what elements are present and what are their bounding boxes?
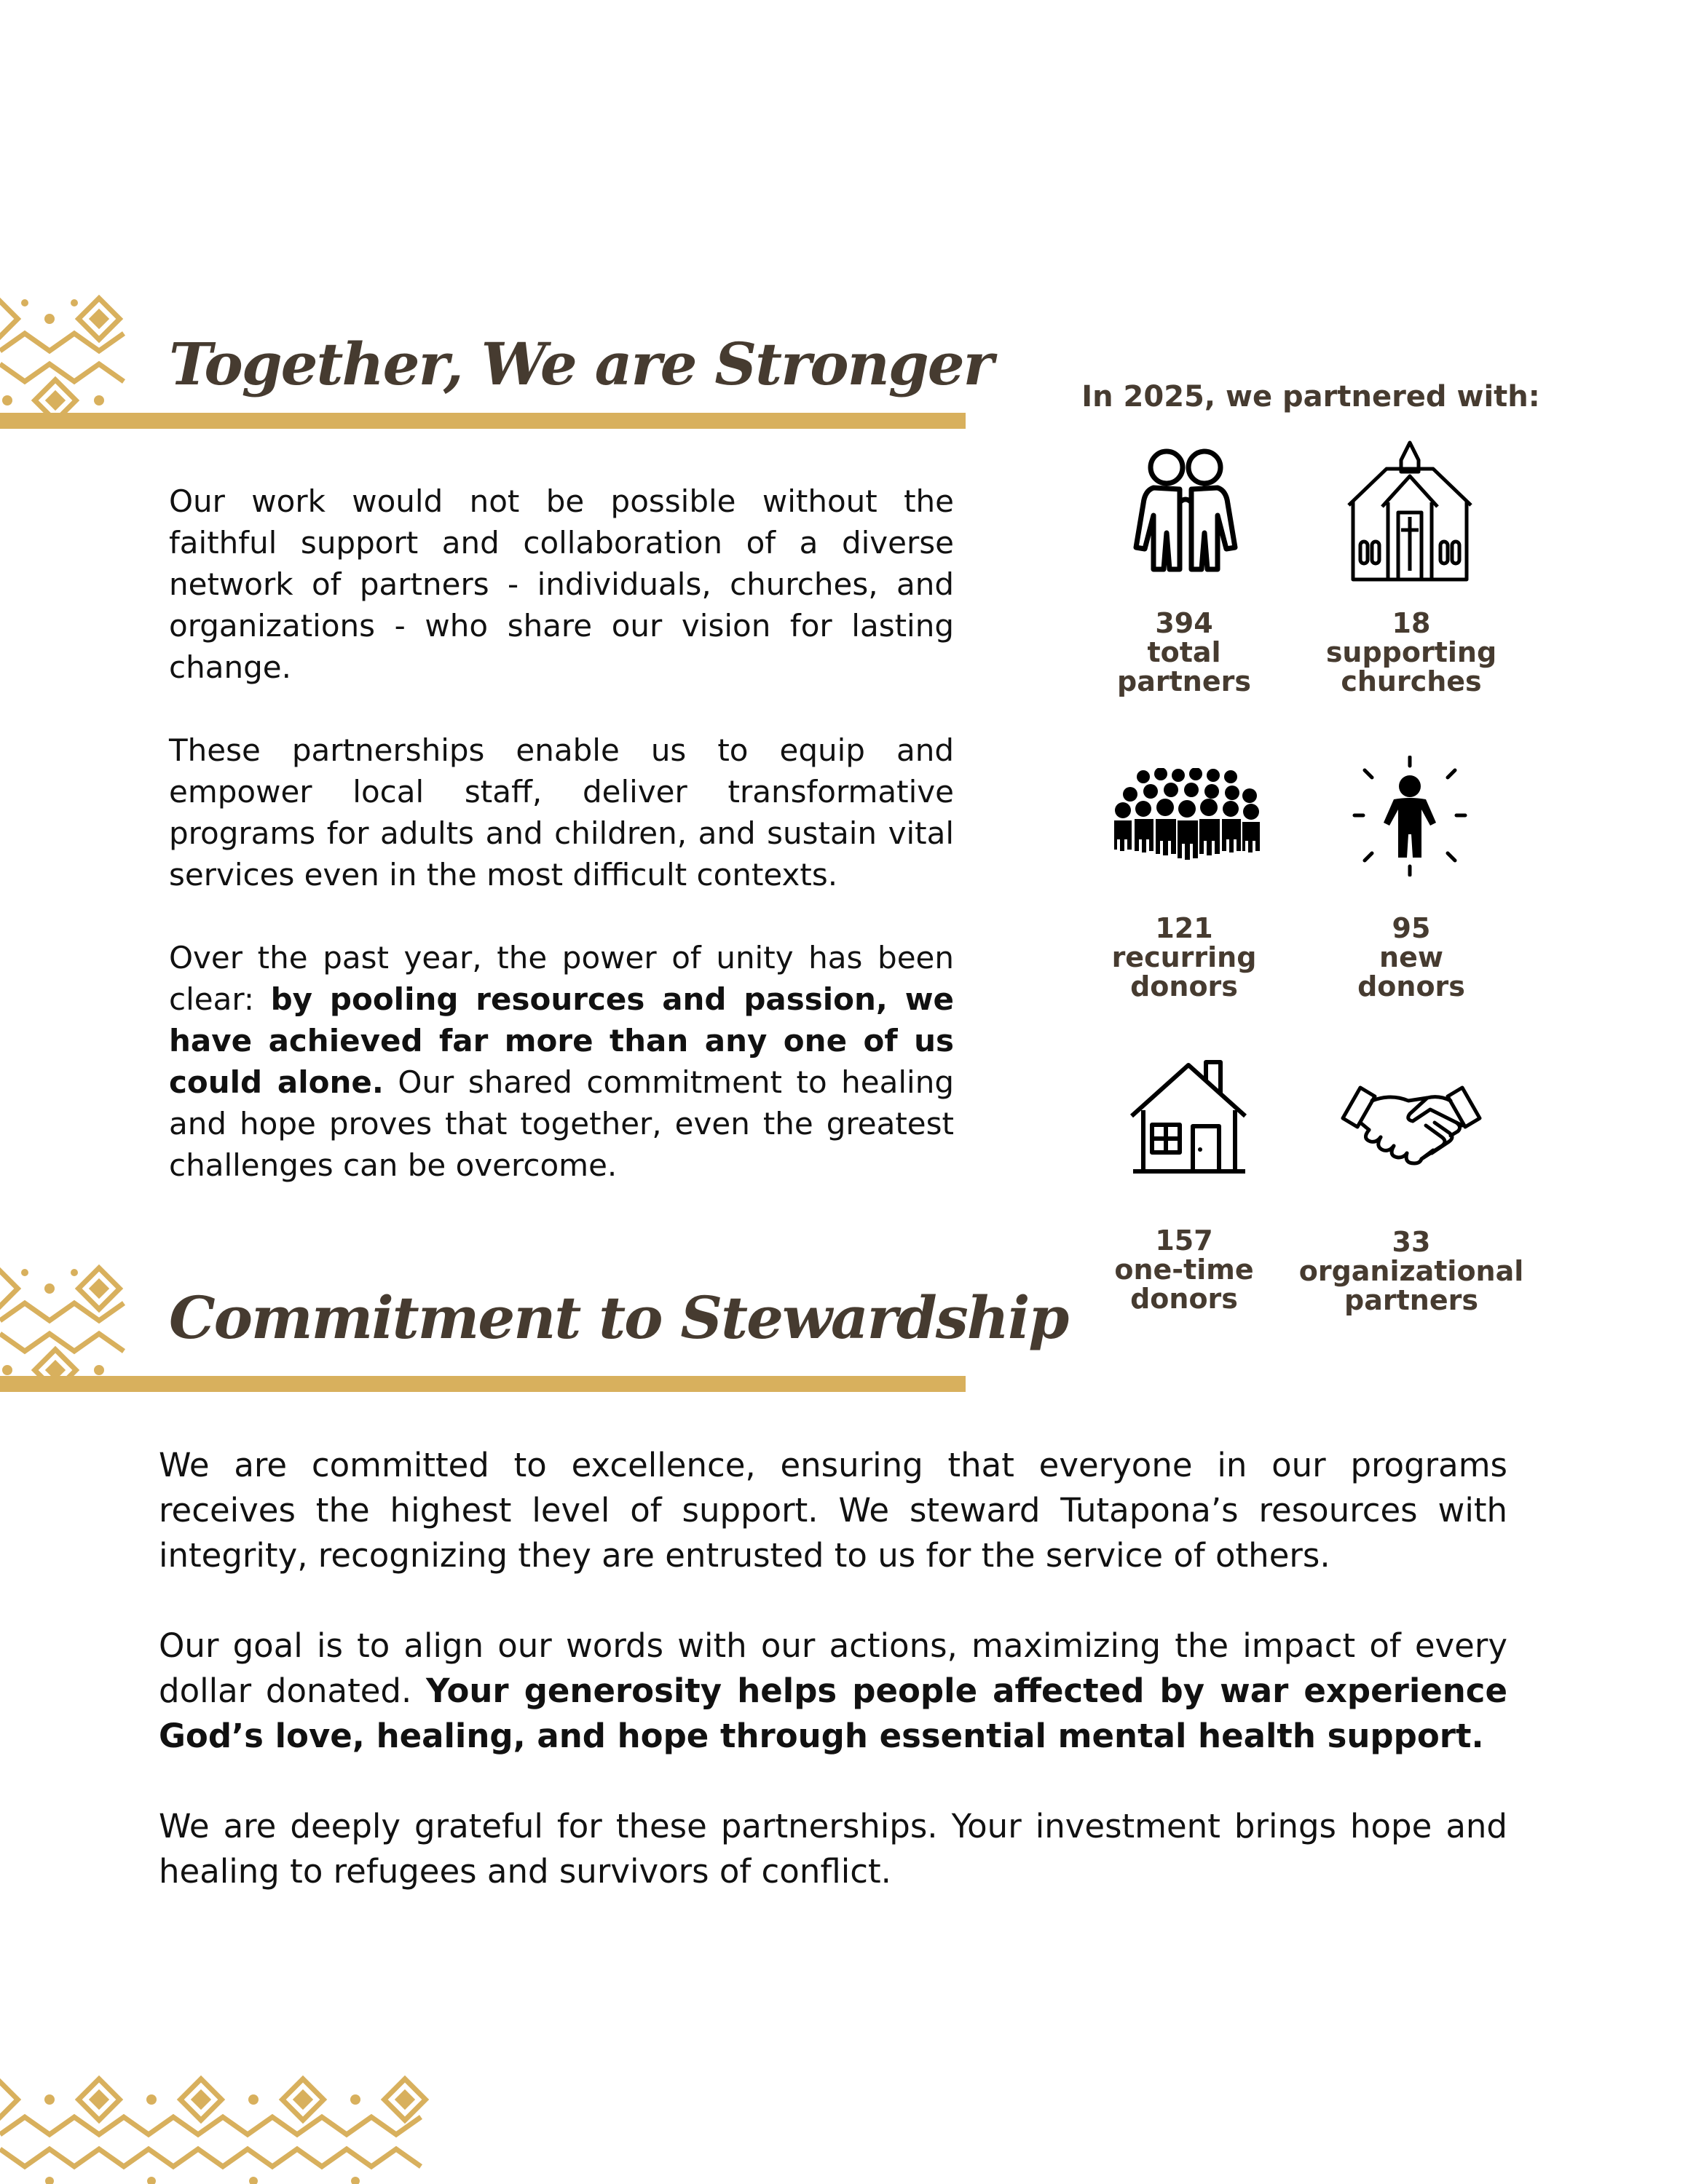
stat-label: new: [1379, 941, 1443, 973]
stat-label: partners: [1344, 1284, 1478, 1316]
stat-label: one-time: [1114, 1254, 1254, 1286]
person-shine-icon: [1352, 756, 1468, 877]
stat-label: donors: [1357, 970, 1465, 1002]
stat-number: 18: [1392, 607, 1431, 639]
stewardship-text: [159, 1443, 1507, 1939]
tribal-pattern-top: [0, 291, 131, 419]
stat-label: donors: [1130, 1283, 1238, 1315]
bold-generosity: Your generosity helps people affected by war experience God’s love, healing, and hope through essential mental health support.: [159, 1671, 1507, 1755]
stat-label: partners: [1117, 665, 1251, 697]
stat-number: 394: [1155, 607, 1213, 639]
stat-recurring-donors: [1068, 914, 1301, 1001]
paragraph-5: Our goal is to align our words with our actions, maximizing the impact of every dollar donated. Your generosity helps people affected by war experience God’s love, healing, and hope through essential mental health support.: [159, 1626, 1507, 1755]
paragraph-2: These partnerships enable us to equip and empower local staff, deliver transformative programs for adults and children, and sustain vital services even in the most difficult contexts.: [169, 732, 954, 893]
tribal-pattern-bottom: [0, 2075, 437, 2184]
partnership-text: [169, 480, 954, 1227]
stat-one-time-donors: [1068, 1226, 1301, 1313]
stat-total-partners: [1068, 609, 1301, 696]
crowd-icon: [1114, 768, 1260, 863]
heading-underline-1: [0, 413, 966, 429]
stat-number: 33: [1392, 1226, 1431, 1258]
stat-new-donors: [1295, 914, 1528, 1001]
paragraph-6: We are deeply grateful for these partnerships. Your investment brings hope and healing to refugees and survivors of conflict.: [159, 1807, 1507, 1891]
handshake-icon: [1340, 1085, 1483, 1176]
heading-together: Together, We are Stronger: [169, 330, 993, 398]
stats-heading: In 2025, we partnered with:: [1081, 380, 1540, 414]
stat-label: supporting: [1325, 636, 1497, 668]
stat-label: total: [1147, 636, 1221, 668]
stat-label: organizational: [1298, 1255, 1524, 1287]
heading-stewardship: Commitment to Stewardship: [169, 1283, 1068, 1352]
church-icon: [1343, 440, 1477, 582]
paragraph-3: Over the past year, the power of unity has been clear: by pooling resources and passion, we have achieved far more than any one of us could alone. Our shared commitment to healing and hope proves that together, even the greatest challenges can be overcome.: [169, 940, 955, 1183]
stat-organizational-partners: [1295, 1227, 1528, 1315]
stat-supporting-churches: [1295, 609, 1528, 696]
stat-number: 157: [1155, 1224, 1213, 1257]
heading-underline-2: [0, 1376, 966, 1392]
stat-label: recurring: [1111, 941, 1257, 973]
couple-icon: [1127, 446, 1244, 577]
house-icon: [1127, 1059, 1251, 1176]
stat-number: 95: [1392, 912, 1431, 944]
tribal-pattern-middle: [0, 1261, 131, 1388]
stat-label: donors: [1130, 970, 1238, 1002]
stat-label: churches: [1341, 665, 1482, 697]
stat-number: 121: [1155, 912, 1213, 944]
bold-statement: by pooling resources and passion, we have achieved far more than any one of us could alone.: [169, 981, 955, 1100]
paragraph-1: Our work would not be possible without the faithful support and collaboration of a diverse network of partners - individuals, churches, and organizations - who share our vision for lasting change.: [169, 483, 954, 685]
paragraph-4: We are committed to excellence, ensuring that everyone in our programs receives the highest level of support. We steward Tutapona’s resources with integrity, recognizing they are entrusted to us for the service of others.: [159, 1446, 1507, 1575]
